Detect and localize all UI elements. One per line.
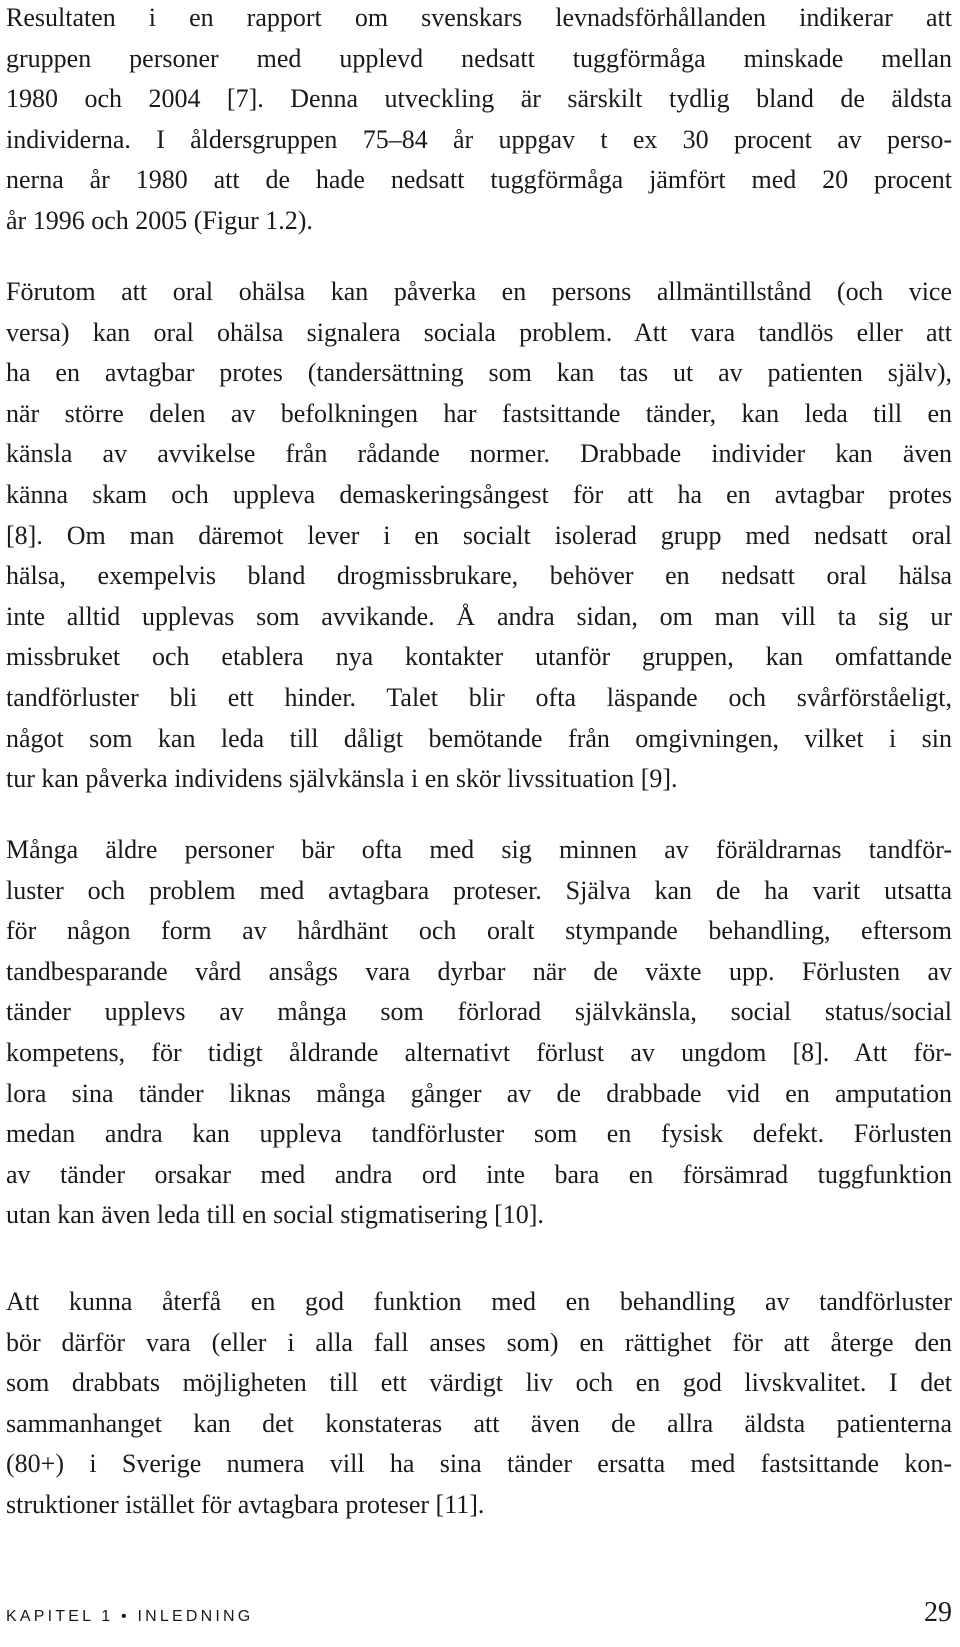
text-line: gruppen personer med upplevd nedsatt tuggförmåga minskade mellan xyxy=(6,43,952,73)
paragraph-4 xyxy=(6,1282,952,1526)
text-line: versa) kan oral ohälsa signalera sociala problem. Att vara tandlös eller att xyxy=(6,317,952,347)
text-line: utan kan även leda till en social stigmatisering [10]. xyxy=(6,1200,544,1230)
text-line: medan andra kan uppleva tandförluster som en fysisk defekt. Förlusten xyxy=(6,1119,952,1149)
text-line: Förutom att oral ohälsa kan påverka en persons allmäntillstånd (och vice xyxy=(6,277,952,306)
page-number: 29 xyxy=(924,1597,952,1628)
running-head: KAPITEL 1 • INLEDNING xyxy=(6,1608,254,1625)
text-line: tandbesparande vård ansågs vara dyrbar när de växte upp. Förlusten av xyxy=(6,956,952,986)
text-line: när större delen av befolkningen har fastsittande tänder, kan leda till en xyxy=(6,398,952,428)
text-line: Många äldre personer bär ofta med sig minnen av föräldrarnas tandför- xyxy=(6,835,952,864)
text-line: lora sina tänder liknas många gånger av de drabbade vid en amputation xyxy=(6,1078,952,1108)
text-line: av tänder orsakar med andra ord inte bara en försämrad tuggfunktion xyxy=(6,1159,952,1189)
page-footer xyxy=(6,1596,952,1636)
text-line: 1980 och 2004 [7]. Denna utveckling är särskilt tydlig bland de äldsta xyxy=(6,84,952,114)
paragraph-1 xyxy=(6,0,952,242)
text-line: struktioner istället för avtagbara proteser [11]. xyxy=(6,1489,485,1519)
text-line: missbruket och etablera nya kontakter utanför gruppen, kan omfattande xyxy=(6,642,952,672)
text-line: hälsa, exempelvis bland drogmissbrukare, behöver en nedsatt oral hälsa xyxy=(6,561,952,591)
text-line: tandförluster bli ett hinder. Talet blir ofta läspande och svårförståeligt, xyxy=(6,682,952,712)
text-line: nerna år 1980 att de hade nedsatt tuggförmåga jämfört med 20 procent xyxy=(6,165,952,195)
text-line: ha en avtagbar protes (tandersättning som kan tas ut av patienten själv), xyxy=(6,358,952,388)
text-line: känna skam och uppleva demaskeringsångest för att ha en avtagbar protes xyxy=(6,479,952,509)
text-line: (80+) i Sverige numera vill ha sina tänder ersatta med fastsittande kon- xyxy=(6,1449,952,1479)
paragraph-3 xyxy=(6,830,952,1236)
text-line: som drabbats möjligheten till ett värdigt liv och en god livskvalitet. I det xyxy=(6,1368,952,1398)
text-line: [8]. Om man däremot lever i en socialt isolerad grupp med nedsatt oral xyxy=(6,520,952,550)
text-line: något som kan leda till dåligt bemötande från omgivningen, vilket i sin xyxy=(6,723,952,753)
text-line: bör därför vara (eller i alla fall anses som) en rättighet för att återge den xyxy=(6,1327,952,1357)
text-line: Att kunna återfå en god funktion med en behandling av tandförluster xyxy=(6,1287,952,1316)
paragraph-2 xyxy=(6,272,952,800)
text-line: sammanhanget kan det konstateras att även de allra äldsta patienterna xyxy=(6,1408,952,1438)
book-page xyxy=(6,0,952,1647)
text-line: tur kan påverka individens självkänsla i en skör livssituation [9]. xyxy=(6,764,678,794)
text-line: för någon form av hårdhänt och oralt stympande behandling, eftersom xyxy=(6,916,952,946)
text-line: tänder upplevs av många som förlorad självkänsla, social status/social xyxy=(6,997,952,1027)
text-line: känsla av avvikelse från rådande normer. Drabbade individer kan även xyxy=(6,439,952,469)
text-line: Resultaten i en rapport om svenskars levnadsförhållanden indikerar att xyxy=(6,3,952,32)
text-line: inte alltid upplevas som avvikande. Å andra sidan, om man vill ta sig ur xyxy=(6,601,952,631)
text-line: individerna. I åldersgruppen 75–84 år uppgav t ex 30 procent av perso- xyxy=(6,124,952,154)
text-line: år 1996 och 2005 (Figur 1.2). xyxy=(6,205,313,235)
text-line: luster och problem med avtagbara proteser. Själva kan de ha varit utsatta xyxy=(6,875,952,905)
text-line: kompetens, för tidigt åldrande alternativt förlust av ungdom [8]. Att för- xyxy=(6,1037,952,1067)
